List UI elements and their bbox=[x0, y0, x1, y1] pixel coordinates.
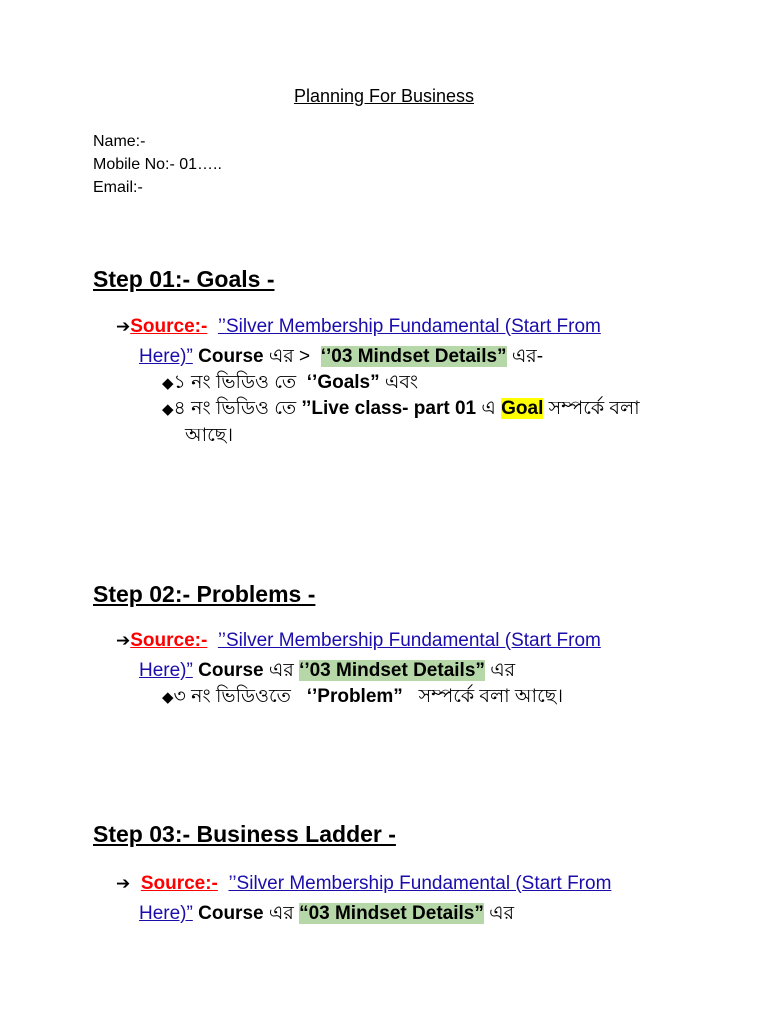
tail-text: এর- bbox=[511, 346, 544, 367]
mindset-highlight: ‘’03 Mindset Details” bbox=[320, 346, 507, 367]
bullet-mid: এ bbox=[481, 398, 496, 419]
arrow-right-icon: ➔ bbox=[116, 874, 131, 893]
bullet-bold-text: ‘’Goals” bbox=[306, 372, 380, 393]
connector-text: এর > bbox=[268, 346, 311, 367]
connector-text: এর bbox=[268, 660, 294, 681]
mindset-highlight: “03 Mindset Details” bbox=[299, 903, 484, 924]
bullet-lead: ৪ নং ভিডিও তে bbox=[173, 398, 297, 419]
source-link[interactable]: ’’Silver Membership Fundamental (Start From bbox=[217, 630, 601, 651]
page-title: Planning For Business bbox=[293, 86, 475, 106]
mindset-highlight: ‘’03 Mindset Details” bbox=[299, 660, 485, 681]
arrow-right-icon: ➔ bbox=[116, 317, 131, 336]
step-03-heading: Step 03:- Business Ladder - bbox=[93, 821, 396, 847]
course-word: Course bbox=[198, 903, 264, 924]
step-02-bullet-1 bbox=[162, 682, 563, 714]
bullet-bold-text: ‘’Problem” bbox=[306, 686, 403, 707]
step-03-course-line bbox=[139, 899, 514, 931]
connector-text: এর bbox=[268, 903, 294, 924]
bullet-rest: সম্পর্কে বলা bbox=[548, 398, 640, 419]
bullet-rest: এবং bbox=[384, 372, 419, 393]
source-link-continued[interactable]: Here)” bbox=[139, 346, 193, 367]
email-field-label: Email:- bbox=[93, 179, 143, 196]
tail-text: এর bbox=[489, 903, 515, 924]
source-label: Source:- bbox=[140, 873, 218, 894]
bullet-lead: ৩ নং ভিডিওতে bbox=[173, 686, 291, 707]
bullet-rest: সম্পর্কে বলা আছে। bbox=[418, 686, 564, 707]
bullet-bold-text: ’’Live class- part 01 bbox=[301, 398, 477, 419]
step-01-source-line bbox=[116, 316, 601, 338]
source-link-continued[interactable]: Here)” bbox=[139, 660, 193, 681]
diamond-bullet-icon: ◆ bbox=[162, 689, 174, 706]
mobile-field-label: Mobile No:- 01….. bbox=[93, 156, 222, 173]
source-link-continued[interactable]: Here)” bbox=[139, 903, 193, 924]
bullet-lead: ১ নং ভিডিও তে bbox=[173, 372, 297, 393]
course-word: Course bbox=[198, 660, 264, 681]
source-label: Source:- bbox=[130, 630, 208, 651]
diamond-bullet-icon: ◆ bbox=[162, 401, 174, 418]
diamond-bullet-icon: ◆ bbox=[162, 375, 174, 392]
step-01-bullet-2 bbox=[162, 394, 640, 426]
step-03-source-line bbox=[116, 873, 611, 895]
source-link[interactable]: ’’Silver Membership Fundamental (Start From bbox=[217, 316, 601, 337]
step-02-heading: Step 02:- Problems - bbox=[93, 581, 316, 607]
step-02-source-line bbox=[116, 630, 601, 652]
goal-highlight: Goal bbox=[501, 398, 544, 419]
step-01-heading: Step 01:- Goals - bbox=[93, 266, 275, 292]
name-field-label: Name:- bbox=[93, 133, 146, 150]
source-label: Source:- bbox=[130, 316, 208, 337]
course-word: Course bbox=[198, 346, 264, 367]
source-link[interactable]: ’’Silver Membership Fundamental (Start From bbox=[228, 873, 612, 894]
step-01-bullet-2-continuation: আছে। bbox=[185, 425, 234, 446]
arrow-right-icon: ➔ bbox=[116, 631, 131, 650]
tail-text: এর bbox=[490, 660, 516, 681]
